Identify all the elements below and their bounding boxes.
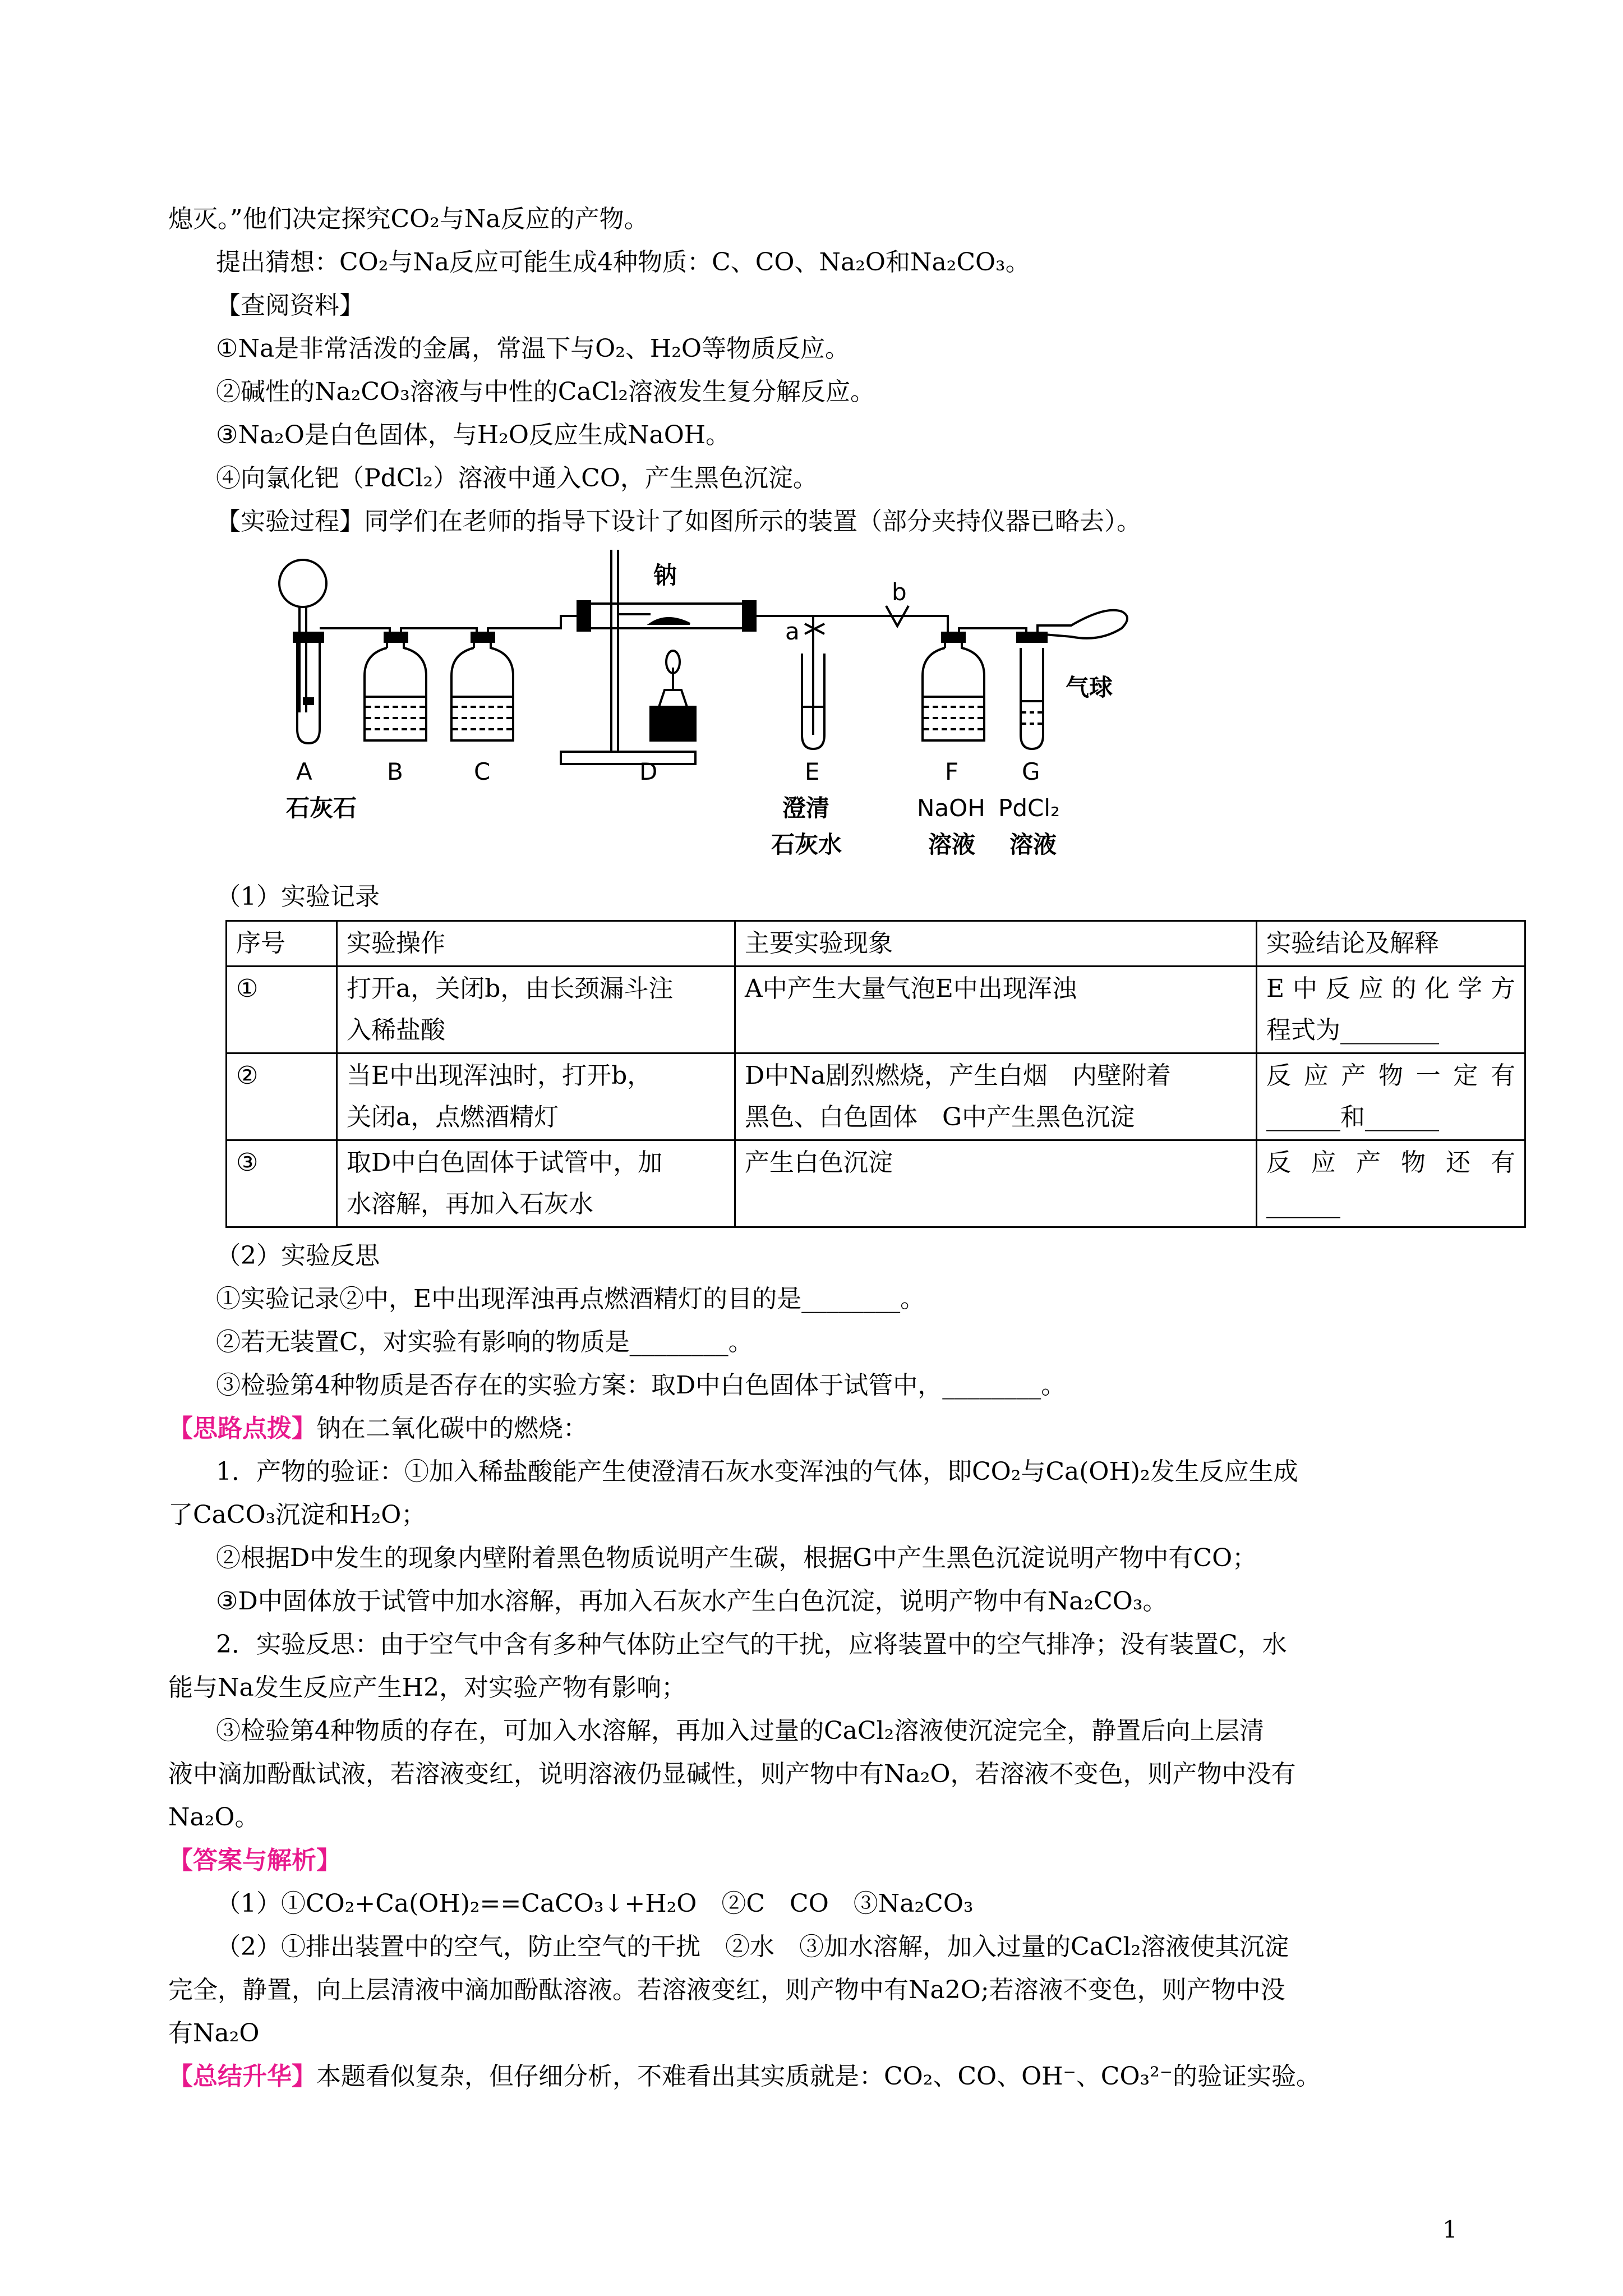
cell-line: E中反应的化学方: [1266, 974, 1515, 1003]
label-e-line1: 澄清: [782, 794, 830, 822]
label-g: G: [1022, 758, 1040, 785]
label-d: D: [639, 758, 658, 785]
paragraph: ③检验第4种物质是否存在的实验方案：取D中白色固体于试管中，________。: [216, 1371, 1066, 1400]
label-e-line2: 石灰水: [771, 831, 842, 858]
label-f: F: [945, 758, 959, 785]
paragraph-text: 钠在二氧化碳中的燃烧：: [316, 1414, 588, 1443]
balloon: [1038, 610, 1127, 638]
table-header-row: [227, 921, 1525, 967]
table-header-cell: 实验结论及解释: [1257, 921, 1525, 967]
paragraph: ②根据D中发生的现象内壁附着黑色物质说明产生碳，根据G中产生黑色沉淀说明产物中有CO；: [216, 1544, 1257, 1572]
table-cell-conclusion: [1257, 967, 1525, 1053]
table-cell-num: ③: [227, 1140, 337, 1227]
cell-line: 打开a，关闭b，由长颈漏斗注: [347, 974, 674, 1003]
paragraph: ③检验第4种物质的存在，可加入水溶解，再加入过量的CaCl₂溶液使沉淀完全，静置后向上层清: [216, 1717, 1265, 1745]
section-tag: 【总结升华】: [168, 2062, 316, 2091]
label-sodium: 钠: [653, 562, 677, 589]
table-cell-observation: [735, 967, 1257, 1053]
section-tag: 【答案与解析】: [168, 1846, 341, 1875]
label-e: E: [805, 758, 820, 785]
cell-line: ______和______: [1266, 1103, 1439, 1131]
paragraph: ③Na₂O是白色固体，与H₂O反应生成NaOH。: [216, 421, 731, 449]
paragraph: （1）实验记录: [216, 882, 380, 911]
bottle-c: [451, 639, 513, 740]
paragraph: （1）①CO₂+Ca(OH)₂==CaCO₃↓+H₂O ②C CO ③Na₂CO₃: [216, 1889, 974, 1918]
table-cell-operation: [337, 967, 735, 1053]
paragraph: ①Na是非常活泼的金属，常温下与O₂、H₂O等物质反应。: [216, 334, 850, 363]
label-balloon: 气球: [1066, 674, 1113, 701]
cell-line: 反应产物一定有: [1266, 1061, 1515, 1090]
table-cell-observation: [735, 1053, 1257, 1140]
label-limestone: 石灰石: [286, 794, 357, 822]
cell-line: 取D中白色固体于试管中，加: [347, 1148, 663, 1177]
paragraph: （2）①排出装置中的空气，防止空气的干扰 ②水 ③加水溶解，加入过量的CaCl₂溶液使其沉淀: [216, 1932, 1289, 1961]
table-row: [227, 1053, 1525, 1140]
table-row: [227, 967, 1525, 1053]
cell-line: 水溶解，再加入石灰水: [347, 1190, 593, 1218]
paragraph: 2．实验反思：由于空气中含有多种气体防止空气的干扰，应将装置中的空气排净；没有装置C，水: [216, 1630, 1287, 1659]
paragraph: 能与Na发生反应产生H2，对实验产物有影响；: [168, 1673, 686, 1702]
table-cell-conclusion: [1257, 1140, 1525, 1227]
label-b: B: [387, 758, 403, 785]
section-tag: 【思路点拨】: [168, 1414, 316, 1443]
table-header-cell: 主要实验现象: [735, 921, 1257, 967]
label-f-line1: NaOH: [917, 794, 985, 822]
table-row: [227, 1140, 1525, 1227]
table-header-cell: 实验操作: [337, 921, 735, 967]
paragraph: [168, 1407, 1486, 1450]
table-cell-observation: [735, 1140, 1257, 1227]
table-cell-num: ②: [227, 1053, 337, 1140]
cell-line: 关闭a，点燃酒精灯: [347, 1103, 559, 1131]
paragraph: ④向氯化钯（PdCl₂）溶液中通入CO，产生黑色沉淀。: [216, 464, 818, 493]
paragraph: ②若无装置C，对实验有影响的物质是________。: [216, 1328, 753, 1356]
paragraph: 【实验过程】同学们在老师的指导下设计了如图所示的装置（部分夹持仪器已略去）。: [216, 507, 1141, 536]
paragraph: [168, 2055, 1486, 2098]
test-tube-g: [1021, 648, 1043, 749]
cell-line: 当E中出现浑浊时，打开b，: [347, 1061, 652, 1090]
table-cell-num: ①: [227, 967, 337, 1053]
cell-line: 反应产物还有: [1266, 1148, 1515, 1177]
bottle-f: [923, 639, 984, 740]
label-g-line1: PdCl₂: [998, 794, 1060, 822]
page-number: 1: [1442, 2216, 1458, 2243]
experiment-record-table: [225, 920, 1526, 1228]
label-a: A: [296, 758, 312, 785]
paragraph: 了CaCO₃沉淀和H₂O；: [168, 1501, 426, 1529]
cell-line: 黑色、白色固体 G中产生黑色沉淀: [745, 1103, 1135, 1131]
paragraph: ①实验记录②中，E中出现浑浊再点燃酒精灯的目的是________。: [216, 1285, 925, 1313]
label-c: C: [474, 758, 491, 785]
funnel-bulb: [279, 560, 326, 607]
label-valve-b: b: [892, 578, 907, 606]
label-valve-a: a: [785, 618, 800, 645]
cell-line: 入稀盐酸: [347, 1016, 445, 1045]
paragraph: 1．产物的验证：①加入稀盐酸能产生使澄清石灰水变浑浊的气体，即CO₂与Ca(OH)₂发生反应生成: [216, 1457, 1298, 1486]
alcohol-lamp: [651, 707, 695, 740]
cell-line: ______: [1266, 1190, 1340, 1218]
stand-base: [561, 752, 695, 764]
table-header-cell: 序号: [227, 921, 337, 967]
paragraph: 有Na₂O: [168, 2019, 260, 2047]
paragraph: [168, 1839, 1486, 1882]
bottle-b: [365, 639, 426, 740]
paragraph: 完全，静置，向上层清液中滴加酚酞溶液。若溶液变红，则产物中有Na2O;若溶液不变色，则产物中没: [168, 1976, 1285, 2004]
experiment-apparatus-diagram: [247, 550, 1144, 869]
paragraph: ③D中固体放于试管中加水溶解，再加入石灰水产生白色沉淀，说明产物中有Na₂CO₃。: [216, 1587, 1168, 1616]
cell-line: A中产生大量气泡E中出现浑浊: [745, 974, 1077, 1003]
paragraph: 熄灭。”他们决定探究CO₂与Na反应的产物。: [168, 205, 649, 233]
paragraph: （2）实验反思: [216, 1241, 380, 1270]
paragraph: 提出猜想：CO₂与Na反应可能生成4种物质：C、CO、Na₂O和Na₂CO₃。: [216, 248, 1030, 277]
cell-line: D中Na剧烈燃烧，产生白烟 内壁附着: [745, 1061, 1172, 1090]
cell-line: 程式为________: [1266, 1016, 1439, 1045]
table-cell-conclusion: [1257, 1053, 1525, 1140]
valve-a: [805, 624, 824, 634]
table-cell-operation: [337, 1140, 735, 1227]
table-cell-operation: [337, 1053, 735, 1140]
label-g-line2: 溶液: [1009, 831, 1057, 858]
paragraph: 液中滴加酚酞试液，若溶液变红，说明溶液仍显碱性，则产物中有Na₂O，若溶液不变色，则产物中没有: [168, 1760, 1296, 1788]
paragraph: ②碱性的Na₂CO₃溶液与中性的CaCl₂溶液发生复分解反应。: [216, 378, 875, 406]
section-heading: 【查阅资料】: [216, 291, 364, 320]
paragraph-text: 本题看似复杂，但仔细分析，不难看出其实质就是：CO₂、CO、OH⁻、CO₃²⁻的验证实验。: [316, 2062, 1321, 2091]
label-f-line2: 溶液: [928, 831, 976, 858]
paragraph: Na₂O。: [168, 1803, 260, 1832]
cell-line: 产生白色沉淀: [745, 1148, 893, 1177]
